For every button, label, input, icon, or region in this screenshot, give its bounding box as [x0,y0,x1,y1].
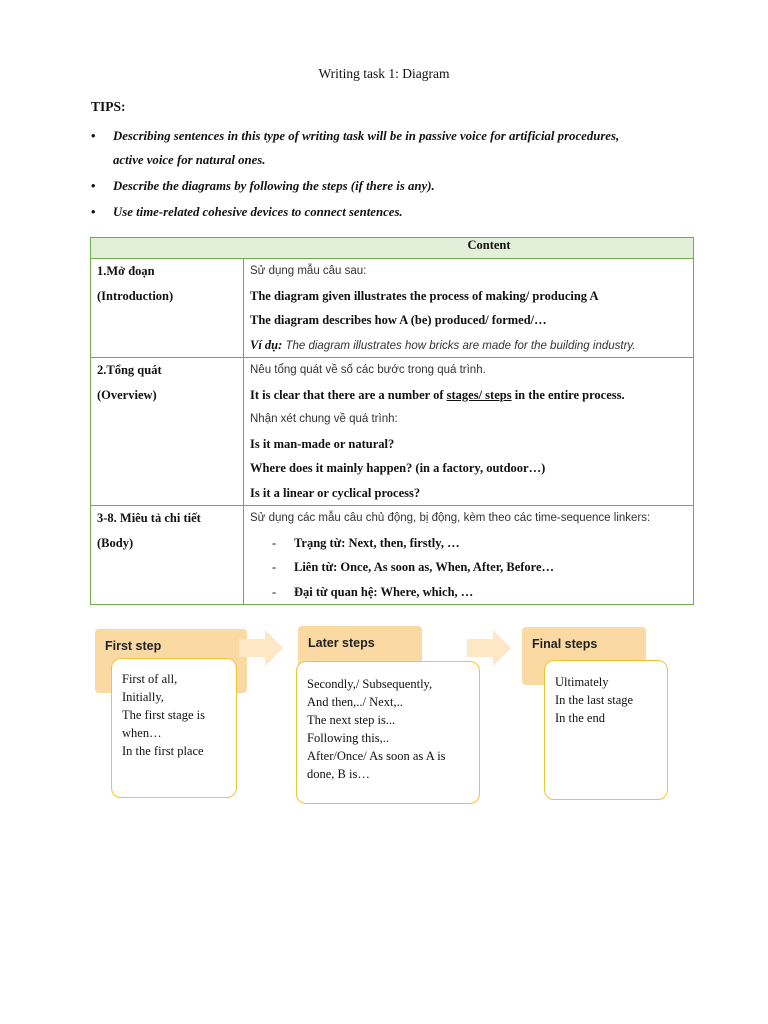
arrow-right-icon [239,630,283,666]
step-phrase: when… [122,726,162,740]
intro-label-en: (Introduction) [97,288,174,303]
step-phrase: Ultimately [555,675,609,689]
table-header-row [91,238,694,259]
tip-item: • Use time-related cohesive devices to connect sentences. [91,200,691,224]
intro-example: Ví dụ: The diagram illustrates how bricks are made for the building industry. [250,337,636,352]
tip-item: • Describe the diagrams by following the steps (if there is any). [91,174,691,198]
bullet-icon: • [91,129,96,143]
step-phrase: And then,../ Next,.. [307,695,403,709]
step-phrase: After/Once/ As soon as A is [307,749,446,763]
arrow-right-icon [467,630,511,666]
intro-label-cell [91,259,244,358]
content-table [90,237,694,605]
later-steps-box [296,661,480,804]
body-bullet: - Liên từ: Once, As soon as, When, After, Before… [272,560,555,574]
table-row [91,259,694,358]
table-row [91,506,694,605]
tips-list [91,124,691,226]
table-row [91,358,694,506]
table-header: Content [91,238,694,259]
overview-line: Is it a linear or cyclical process? [250,485,421,500]
intro-line: The diagram describes how A (be) produced/ formed/… [250,313,547,327]
intro-content-cell [244,259,694,358]
final-steps-header: Final steps [522,627,646,685]
body-line: Sử dụng các mẫu câu chủ động, bị động, kèm theo các time-sequence linkers: [250,512,651,524]
intro-line: Sử dụng mẫu câu sau: [250,265,367,277]
first-step-header: First step [95,629,247,693]
step-phrase: done, B is… [307,767,370,781]
body-label-en: (Body) [97,535,134,550]
body-bullet: - Trạng từ: Next, then, firstly, … [272,535,460,550]
overview-line: Where does it mainly happen? (in a factory, outdoor…) [250,461,546,475]
body-bullet: - Đại từ quan hệ: Where, which, … [272,584,474,599]
body-label: 3-8. Miêu tả chi tiết [97,511,201,525]
body-content-cell [244,506,694,605]
step-phrase: The next step is... [307,713,396,727]
step-phrase: In the end [555,711,605,725]
body-label-cell [91,506,244,605]
intro-label: 1.Mở đoạn [97,264,155,278]
overview-label: 2.Tổng quát [97,363,162,377]
first-step-box [111,658,237,798]
step-phrase: Initially, [122,690,164,704]
overview-line: It is clear that there are a number of stages/ steps in the entire process. [250,387,625,402]
step-phrase: Following this,.. [307,731,389,745]
tips-heading: TIPS: [91,99,126,114]
overview-content-cell [244,358,694,506]
step-phrase: First of all, [122,672,178,686]
overview-line: Is it man-made or natural? [250,436,395,451]
step-phrase: The first stage is [122,708,205,722]
final-steps-box [544,660,668,800]
overview-line: Nêu tổng quát về số các bước trong quá trình. [250,364,486,376]
overview-label-cell [91,358,244,506]
overview-label-en: (Overview) [97,387,157,402]
bullet-icon: • [91,205,96,219]
step-phrase: Secondly,/ Subsequently, [307,677,433,691]
intro-line: The diagram given illustrates the process of making/ producing A [250,288,599,303]
step-phrase: In the last stage [555,693,634,707]
tip-item: • Describing sentences in this type of writing task will be in passive voice for artificial procedures, active voice for natural ones. [91,124,691,172]
step-phrase: In the first place [122,744,204,758]
later-steps-header: Later steps [298,626,422,688]
bullet-icon: • [91,179,96,193]
document-title: Writing task 1: Diagram [318,66,450,81]
overview-line: Nhận xét chung về quá trình: [250,413,398,425]
